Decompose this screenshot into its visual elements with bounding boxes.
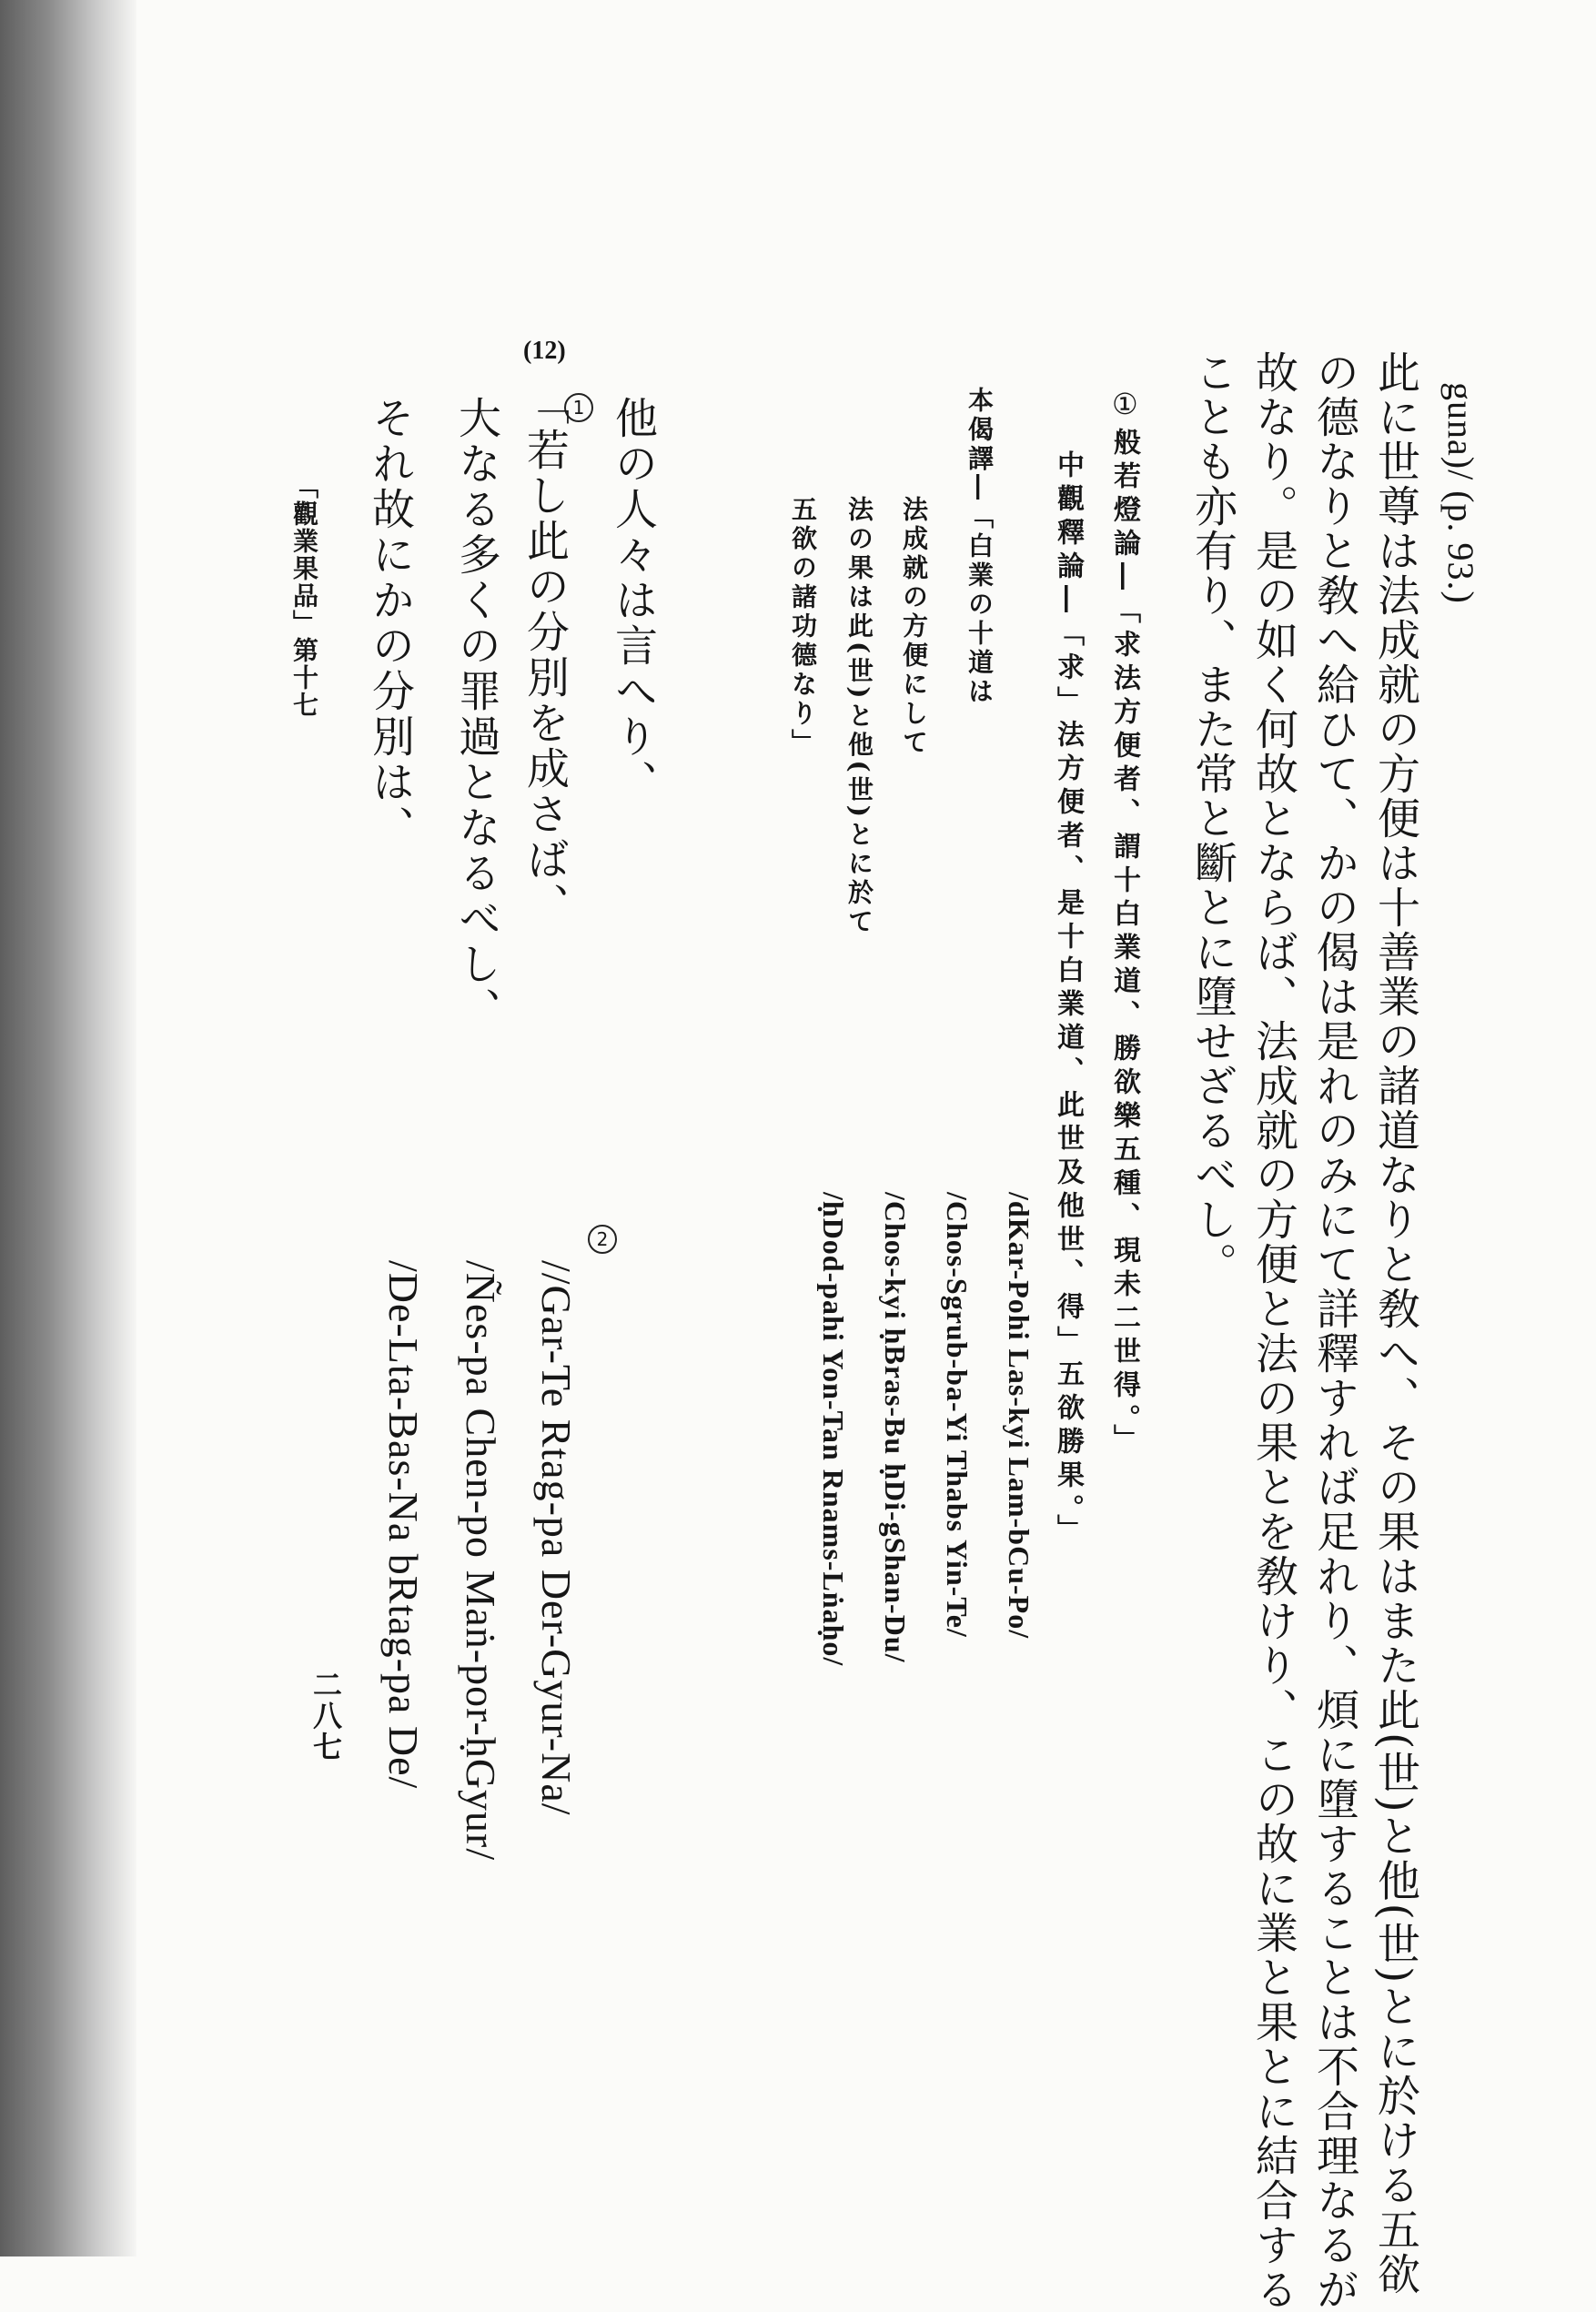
- verse-jp-line-3: 大なる多くの罪過となるべし、: [451, 396, 501, 1033]
- verse-jp-line-2: 「若し此の分別を成さば、: [520, 382, 570, 928]
- verse-marker-1: 1: [564, 393, 593, 422]
- tibetan-verse-2-line-1: //Gar-Te Rtag-pa Der-Gyur-Na/: [533, 1260, 580, 1816]
- note-honge-line-2: 法の果は此(世)と他(世)とに於て: [844, 496, 874, 937]
- tibetan-verse-1-line-4: /ḥDod-pahi Yon-Tan Rnams-Lṅaḥo/: [817, 1192, 850, 1667]
- verse-jp-line-1: 他の人々は言へり、: [608, 396, 658, 805]
- page-number: 二八七: [308, 1670, 343, 1762]
- verse-jp-line-4: それ故にかの分別は、: [365, 396, 415, 851]
- note-marker-1: ①: [1112, 387, 1138, 421]
- tibetan-verse-2-line-2: /Ñes-pa Chen-po Maṅ-por-ḥGyur/: [458, 1260, 504, 1862]
- tibetan-verse-1-line-2: /Chos-Sgrub-ba-Yi Thabs Yin-Te/: [941, 1192, 974, 1638]
- note-honge-line-1: 法成就の方便にして: [899, 496, 929, 758]
- tibetan-verse-2-line-3: /De-Lta-Bas-Na bRtag-pa De/: [380, 1260, 427, 1790]
- verse-marker-2: 2: [588, 1225, 617, 1254]
- verse-number: (12): [523, 337, 566, 365]
- tibetan-verse-1-line-1: /dKar-Pohi Las-kyi Lam-bCu-Po/: [1003, 1192, 1035, 1640]
- note-chukan: 中觀釋論―「求」法方便者、是十白業道、此世及他世、得」五欲勝果。」: [1052, 450, 1084, 1548]
- note-prajna: 般若燈論―「求法方便者、謂十白業道、勝欲樂五種、現未二世得。」: [1108, 428, 1140, 1458]
- main-text-line-1: 此に世尊は法成就の方便は十善業の諸道なりと敎へ、その果はまた此(世)と他(世)とに於ける五欲: [1370, 350, 1420, 2297]
- note-honge-label: 本偈譯―「白業の十道は: [965, 387, 995, 707]
- main-text-line-3: 故なり。是の如く何故とならば、法成就の方便と法の果とを敎けり、この故に業と果とに結合する: [1248, 350, 1298, 2312]
- main-text-line-4: ことも亦有り、また常と斷とに墮せざるべし。: [1187, 350, 1237, 1287]
- binding-shadow: [0, 0, 136, 2256]
- page-header: guna)/ (p. 93.): [1440, 382, 1481, 604]
- note-honge-line-3: 五欲の諸功德なり」: [788, 496, 818, 758]
- chapter-footer: 「觀業果品」第十七: [289, 473, 319, 719]
- tibetan-verse-1-line-3: /Chos-kyi ḥBras-Bu ḥDi-gShan-Du/: [879, 1192, 912, 1663]
- main-text-line-2: の德なりと敎へ給ひて、かの偈は是れのみにて詳釋すれば足れり、煩に墮することは不合理なるが: [1309, 350, 1359, 2312]
